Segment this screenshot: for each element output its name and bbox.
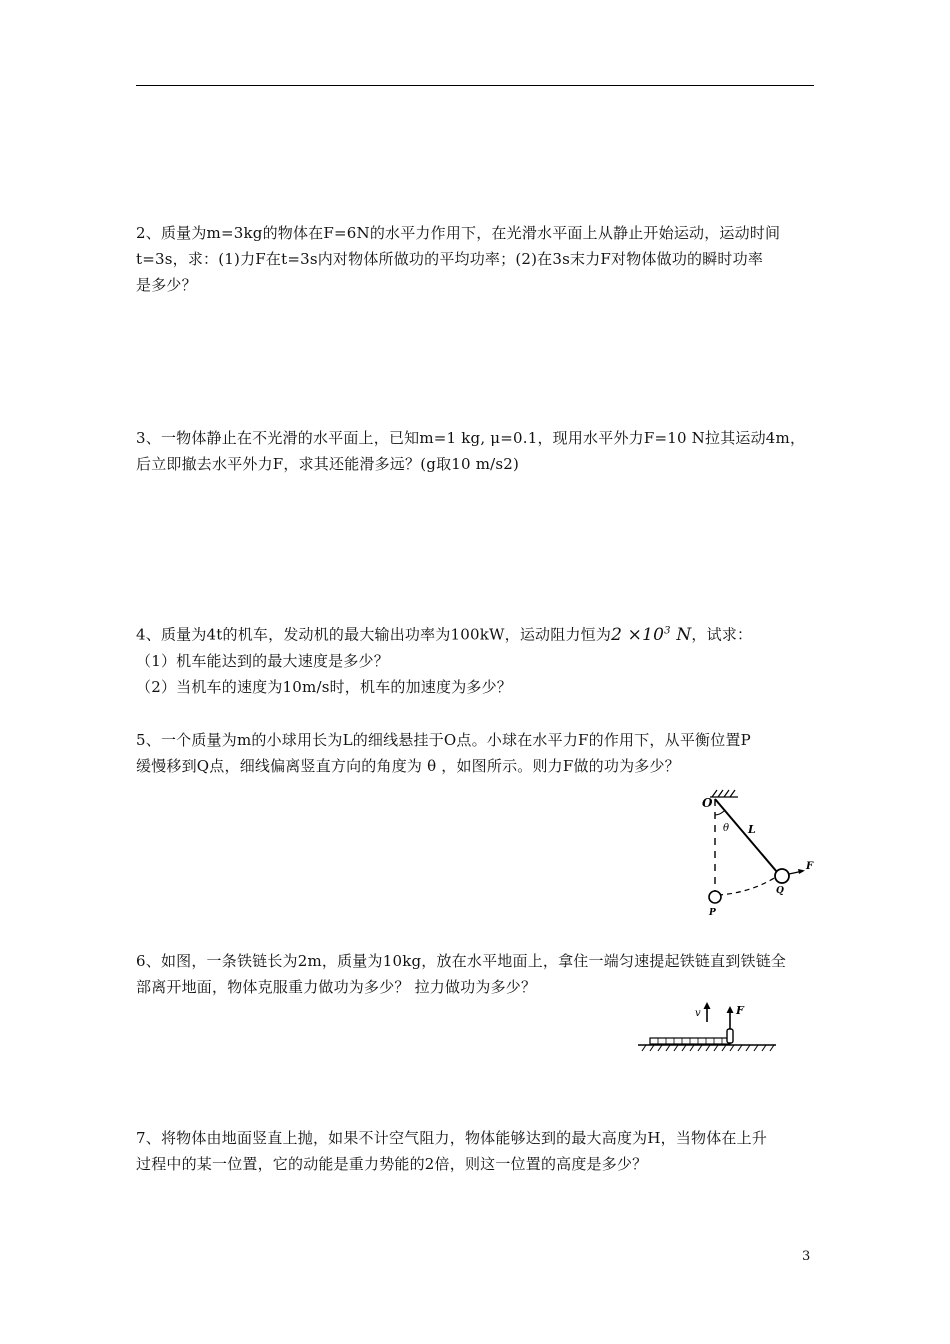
question-4-sub-1: （1）机车能达到的最大速度是多少？	[136, 651, 389, 670]
label-v: v	[695, 1008, 701, 1019]
ball-p	[709, 891, 721, 903]
formula-base: 2 ×10	[611, 624, 665, 645]
pendulum-figure	[690, 785, 830, 920]
formula-exponent: 3	[664, 625, 671, 636]
header-rule	[136, 85, 814, 86]
question-2-line-1: 2、质量为m=3kg的物体在F=6N的水平力作用下，在光滑水平面上从静止开始运动，运动时间	[136, 224, 781, 242]
question-5	[136, 727, 826, 779]
chain-figure	[636, 998, 781, 1058]
label-q: Q	[776, 886, 784, 896]
page-number: 3	[802, 1249, 811, 1264]
question-3-line-2: 后立即撤去水平外力F，求其还能滑多远？(g取10 m/s2)	[136, 455, 520, 473]
question-2	[136, 220, 826, 298]
question-7-line-1: 7、将物体由地面竖直上抛，如果不计空气阻力，物体能够达到的最大高度为H，当物体在上升	[136, 1129, 768, 1147]
label-f: F	[736, 1004, 744, 1017]
question-3	[136, 425, 826, 477]
label-o: O	[702, 796, 713, 810]
question-6	[136, 948, 826, 1000]
question-3-line-1: 3、一物体静止在不光滑的水平面上，已知m=1 kg, μ=0.1，现用水平外力F=10 N拉其运动4m，	[136, 429, 806, 447]
velocity-arrowhead	[704, 1002, 711, 1009]
chain-end	[727, 1029, 733, 1043]
force-arrowhead	[798, 869, 805, 874]
formula-unit: N	[670, 624, 692, 645]
ground-hatch	[642, 1045, 774, 1051]
question-2-line-3: 是多少？	[136, 276, 197, 294]
question-5-line-1: 5、一个质量为m的小球用长为L的细线悬挂于O点。小球在水平力F的作用下，从平衡位置P	[136, 731, 751, 749]
question-4-sub-2: （2）当机车的速度为10m/s时，机车的加速度为多少？	[136, 677, 513, 696]
question-7	[136, 1125, 826, 1177]
question-4	[136, 618, 826, 700]
ball-q	[775, 869, 789, 883]
label-theta: θ	[723, 823, 730, 834]
question-2-line-2: t=3s，求：(1)力F在t=3s内对物体所做功的平均功率；(2)在3s末力F对物体做功的瞬时功率	[136, 250, 764, 268]
swing-arc	[718, 877, 776, 895]
question-4-line-1-tail: ，试求：	[691, 625, 753, 644]
question-6-line-1: 6、如图，一条铁链长为2m，质量为10kg，放在水平地面上，拿住一端匀速提起铁链直到铁链全	[136, 952, 787, 970]
label-p: P	[709, 908, 716, 918]
question-6-line-2: 部离开地面，物体克服重力做功为多少？ 拉力做功为多少？	[136, 978, 537, 996]
label-l: L	[748, 823, 756, 836]
question-4-line-1-text: 4、质量为4t的机车，发动机的最大输出功率为100kW，运动阻力恒为	[136, 625, 612, 644]
question-4-line-1	[136, 618, 826, 648]
ceiling-hatch	[710, 790, 738, 797]
question-5-line-2: 缓慢移到Q点，细线偏离竖直方向的角度为 θ ，如图所示。则力F做的功为多少？	[136, 757, 680, 775]
angle-arc	[715, 811, 724, 815]
lift-force-arrowhead	[727, 1006, 734, 1013]
resistance-formula	[611, 625, 691, 645]
string-line	[715, 799, 777, 872]
label-f: F	[806, 861, 814, 872]
question-7-line-2: 过程中的某一位置，它的动能是重力势能的2倍，则这一位置的高度是多少？	[136, 1155, 648, 1173]
